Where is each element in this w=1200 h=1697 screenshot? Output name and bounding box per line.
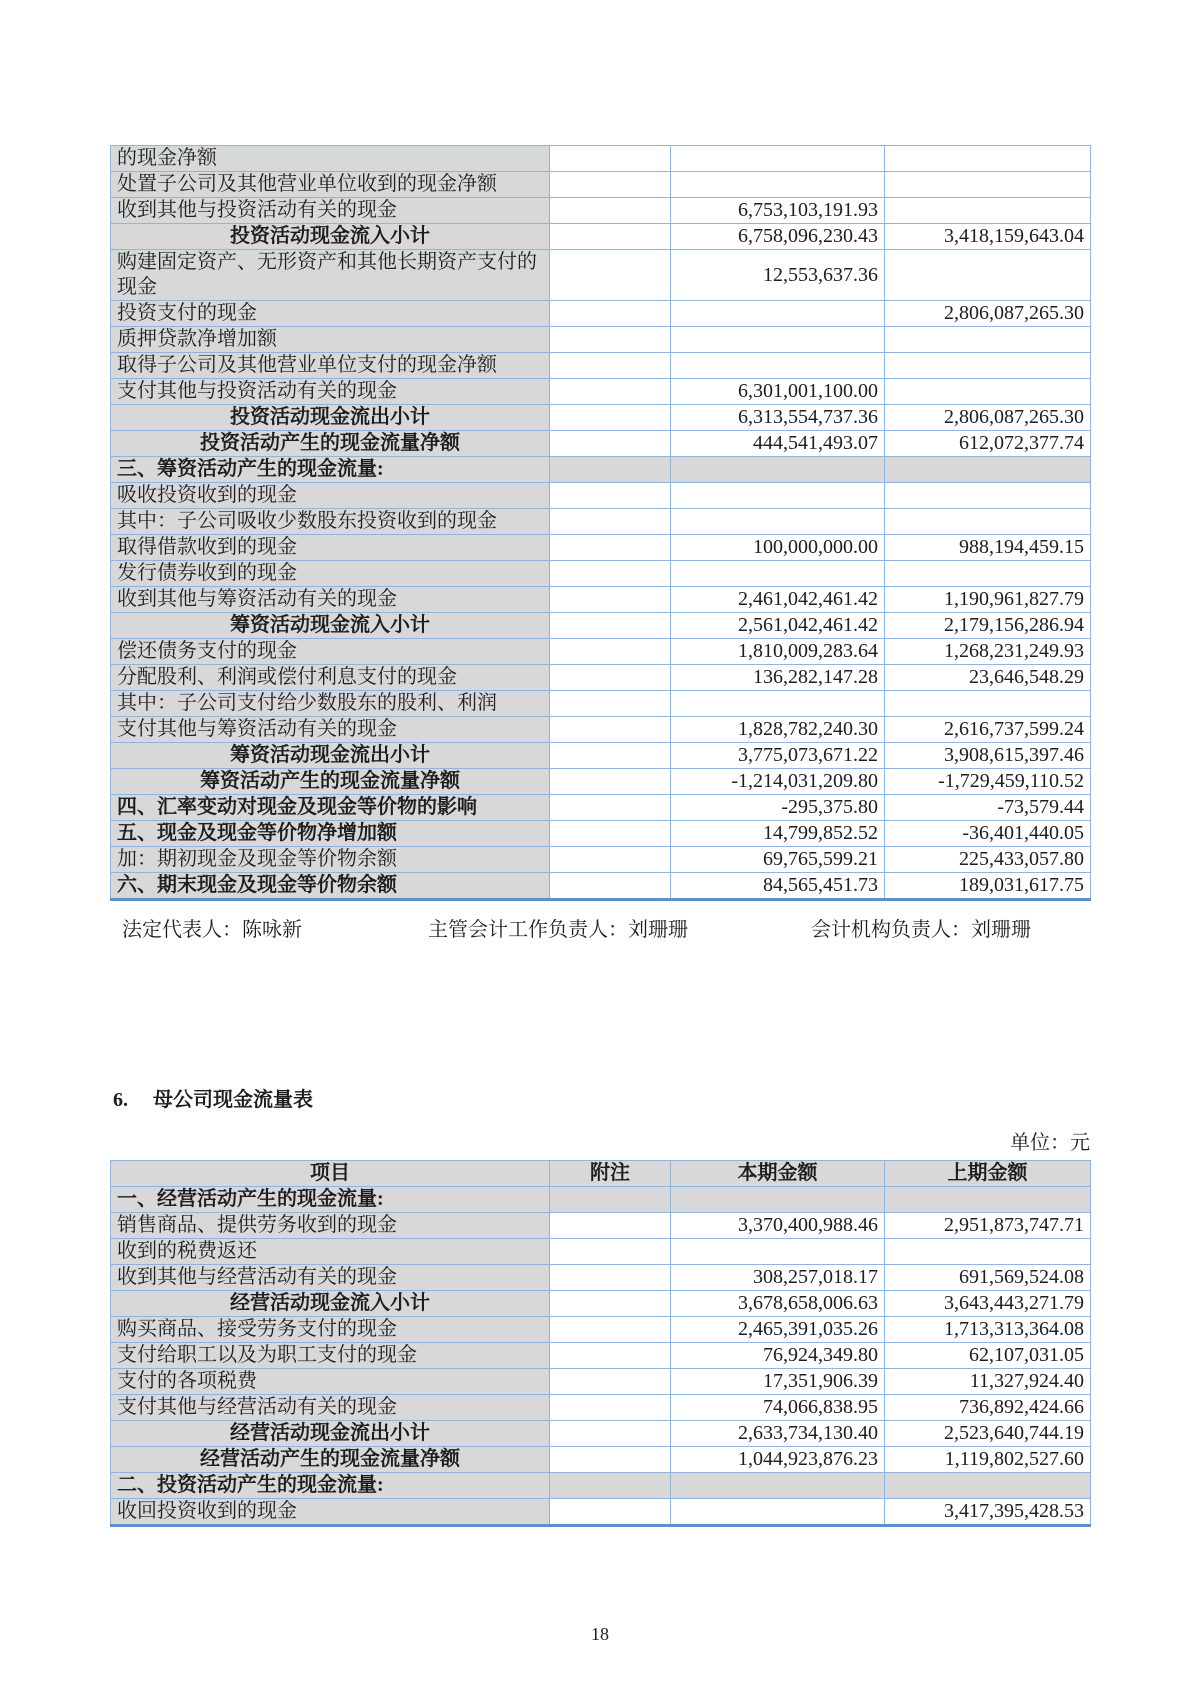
row-label-cell: 吸收投资收到的现金 — [111, 483, 550, 509]
row-label-cell: 销售商品、提供劳务收到的现金 — [111, 1213, 550, 1239]
note-cell — [550, 405, 671, 431]
current-period-amount-cell: 1,044,923,876.23 — [671, 1447, 885, 1473]
prior-period-amount-cell: 612,072,377.74 — [885, 431, 1091, 457]
note-cell — [550, 1369, 671, 1395]
table-row — [111, 613, 1091, 639]
note-cell — [550, 431, 671, 457]
current-period-amount-cell: -295,375.80 — [671, 795, 885, 821]
table-row — [111, 639, 1091, 665]
row-label-cell: 收到其他与投资活动有关的现金 — [111, 198, 550, 224]
prior-period-amount-cell: -1,729,459,110.52 — [885, 769, 1091, 795]
note-cell — [550, 250, 671, 301]
prior-period-amount-cell — [885, 1239, 1091, 1265]
table-row — [111, 821, 1091, 847]
current-period-amount-cell: 69,765,599.21 — [671, 847, 885, 873]
prior-period-amount-cell: -36,401,440.05 — [885, 821, 1091, 847]
note-cell — [550, 587, 671, 613]
table-row — [111, 1317, 1091, 1343]
row-label-cell: 五、现金及现金等价物净增加额 — [111, 821, 550, 847]
prior-period-amount-cell: 2,179,156,286.94 — [885, 613, 1091, 639]
note-cell — [550, 1187, 671, 1213]
table-row — [111, 769, 1091, 795]
prior-period-amount-cell: 691,569,524.08 — [885, 1265, 1091, 1291]
table-row — [111, 1447, 1091, 1473]
note-cell — [550, 172, 671, 198]
table-row — [111, 250, 1091, 301]
current-period-amount-cell — [671, 1499, 885, 1526]
table-row — [111, 1421, 1091, 1447]
note-cell — [550, 1239, 671, 1265]
row-label-cell: 购建固定资产、无形资产和其他长期资产支付的现金 — [111, 250, 550, 301]
prior-period-amount-cell: -73,579.44 — [885, 795, 1091, 821]
current-period-amount-cell — [671, 301, 885, 327]
row-label-cell: 经营活动现金流入小计 — [111, 1291, 550, 1317]
prior-period-amount-cell: 2,616,737,599.24 — [885, 717, 1091, 743]
note-cell — [550, 146, 671, 172]
row-label-cell: 分配股利、利润或偿付利息支付的现金 — [111, 665, 550, 691]
prior-period-amount-cell — [885, 250, 1091, 301]
row-label-cell: 筹资活动现金流出小计 — [111, 743, 550, 769]
note-cell — [550, 873, 671, 900]
prior-period-amount-cell: 3,908,615,397.46 — [885, 743, 1091, 769]
note-cell — [550, 1343, 671, 1369]
table-row — [111, 1395, 1091, 1421]
note-cell — [550, 1317, 671, 1343]
row-label-cell: 投资活动现金流入小计 — [111, 224, 550, 250]
column-header: 本期金额 — [671, 1161, 885, 1187]
table-row — [111, 327, 1091, 353]
note-cell — [550, 379, 671, 405]
table-row — [111, 353, 1091, 379]
note-cell — [550, 327, 671, 353]
row-label-cell: 投资活动产生的现金流量净额 — [111, 431, 550, 457]
prior-period-amount-cell — [885, 691, 1091, 717]
note-cell — [550, 1265, 671, 1291]
prior-period-amount-cell: 189,031,617.75 — [885, 873, 1091, 900]
row-label-cell: 的现金净额 — [111, 146, 550, 172]
row-label-cell: 筹资活动现金流入小计 — [111, 613, 550, 639]
note-cell — [550, 1447, 671, 1473]
current-period-amount-cell — [671, 509, 885, 535]
current-period-amount-cell — [671, 327, 885, 353]
note-cell — [550, 1499, 671, 1526]
prior-period-amount-cell — [885, 353, 1091, 379]
current-period-amount-cell: 308,257,018.17 — [671, 1265, 885, 1291]
table-row — [111, 509, 1091, 535]
row-label-cell: 购买商品、接受劳务支付的现金 — [111, 1317, 550, 1343]
table-row — [111, 1291, 1091, 1317]
row-label-cell: 筹资活动产生的现金流量净额 — [111, 769, 550, 795]
table-row — [111, 172, 1091, 198]
prior-period-amount-cell: 225,433,057.80 — [885, 847, 1091, 873]
prior-period-amount-cell: 3,418,159,643.04 — [885, 224, 1091, 250]
prior-period-amount-cell: 2,523,640,744.19 — [885, 1421, 1091, 1447]
note-cell — [550, 457, 671, 483]
prior-period-amount-cell — [885, 561, 1091, 587]
table-row — [111, 1239, 1091, 1265]
row-label-cell: 经营活动产生的现金流量净额 — [111, 1447, 550, 1473]
row-label-cell: 投资活动现金流出小计 — [111, 405, 550, 431]
row-label-cell: 支付的各项税费 — [111, 1369, 550, 1395]
note-cell — [550, 821, 671, 847]
prior-period-amount-cell: 11,327,924.40 — [885, 1369, 1091, 1395]
current-period-amount-cell: 76,924,349.80 — [671, 1343, 885, 1369]
row-label-cell: 一、经营活动产生的现金流量: — [111, 1187, 550, 1213]
row-label-cell: 加：期初现金及现金等价物余额 — [111, 847, 550, 873]
note-cell — [550, 1213, 671, 1239]
current-period-amount-cell: 84,565,451.73 — [671, 873, 885, 900]
current-period-amount-cell — [671, 457, 885, 483]
table-row — [111, 1265, 1091, 1291]
prior-period-amount-cell: 3,643,443,271.79 — [885, 1291, 1091, 1317]
unit-label: 单位：元 — [1010, 1132, 1090, 1154]
current-period-amount-cell — [671, 483, 885, 509]
note-cell — [550, 691, 671, 717]
note-cell — [550, 509, 671, 535]
row-label-cell: 取得子公司及其他营业单位支付的现金净额 — [111, 353, 550, 379]
table-row — [111, 717, 1091, 743]
note-cell — [550, 1291, 671, 1317]
current-period-amount-cell: 6,313,554,737.36 — [671, 405, 885, 431]
row-label-cell: 经营活动现金流出小计 — [111, 1421, 550, 1447]
row-label-cell: 支付给职工以及为职工支付的现金 — [111, 1343, 550, 1369]
prior-period-amount-cell: 3,417,395,428.53 — [885, 1499, 1091, 1526]
current-period-amount-cell: 2,561,042,461.42 — [671, 613, 885, 639]
note-cell — [550, 639, 671, 665]
row-label-cell: 其中：子公司吸收少数股东投资收到的现金 — [111, 509, 550, 535]
note-cell — [550, 198, 671, 224]
table-row — [111, 405, 1091, 431]
row-label-cell: 支付其他与筹资活动有关的现金 — [111, 717, 550, 743]
column-header: 附注 — [550, 1161, 671, 1187]
table-row — [111, 587, 1091, 613]
current-period-amount-cell — [671, 691, 885, 717]
row-label-cell: 取得借款收到的现金 — [111, 535, 550, 561]
current-period-amount-cell: 74,066,838.95 — [671, 1395, 885, 1421]
chief-accountant-label: 主管会计工作负责人：刘珊珊 — [428, 919, 688, 941]
row-label-cell: 其中：子公司支付给少数股东的股利、利润 — [111, 691, 550, 717]
section-title: 母公司现金流量表 — [153, 1089, 313, 1111]
current-period-amount-cell — [671, 172, 885, 198]
note-cell — [550, 561, 671, 587]
note-cell — [550, 1395, 671, 1421]
prior-period-amount-cell: 1,268,231,249.93 — [885, 639, 1091, 665]
table-row — [111, 1473, 1091, 1499]
prior-period-amount-cell: 988,194,459.15 — [885, 535, 1091, 561]
parent-company-cashflow-table — [110, 1160, 1091, 1527]
table-row — [111, 1499, 1091, 1526]
row-label-cell: 收到其他与筹资活动有关的现金 — [111, 587, 550, 613]
current-period-amount-cell: 2,633,734,130.40 — [671, 1421, 885, 1447]
table-row — [111, 1213, 1091, 1239]
current-period-amount-cell: 6,301,001,100.00 — [671, 379, 885, 405]
prior-period-amount-cell — [885, 1473, 1091, 1499]
row-label-cell: 偿还债务支付的现金 — [111, 639, 550, 665]
table-row — [111, 743, 1091, 769]
table-row — [111, 146, 1091, 172]
current-period-amount-cell — [671, 561, 885, 587]
current-period-amount-cell: 6,753,103,191.93 — [671, 198, 885, 224]
current-period-amount-cell: 6,758,096,230.43 — [671, 224, 885, 250]
prior-period-amount-cell — [885, 1187, 1091, 1213]
current-period-amount-cell: 1,810,009,283.64 — [671, 639, 885, 665]
current-period-amount-cell: 3,678,658,006.63 — [671, 1291, 885, 1317]
note-cell — [550, 613, 671, 639]
table-row — [111, 198, 1091, 224]
row-label-cell: 投资支付的现金 — [111, 301, 550, 327]
prior-period-amount-cell — [885, 457, 1091, 483]
note-cell — [550, 847, 671, 873]
current-period-amount-cell: 17,351,906.39 — [671, 1369, 885, 1395]
current-period-amount-cell — [671, 146, 885, 172]
prior-period-amount-cell: 2,806,087,265.30 — [885, 301, 1091, 327]
current-period-amount-cell — [671, 1473, 885, 1499]
note-cell — [550, 743, 671, 769]
current-period-amount-cell — [671, 1187, 885, 1213]
table-row — [111, 483, 1091, 509]
table-row — [111, 873, 1091, 900]
current-period-amount-cell: 444,541,493.07 — [671, 431, 885, 457]
current-period-amount-cell: 3,370,400,988.46 — [671, 1213, 885, 1239]
current-period-amount-cell: 2,461,042,461.42 — [671, 587, 885, 613]
prior-period-amount-cell: 2,806,087,265.30 — [885, 405, 1091, 431]
column-header: 上期金额 — [885, 1161, 1091, 1187]
row-label-cell: 收到的税费返还 — [111, 1239, 550, 1265]
note-cell — [550, 301, 671, 327]
table-row — [111, 691, 1091, 717]
table-row — [111, 457, 1091, 483]
row-label-cell: 发行债券收到的现金 — [111, 561, 550, 587]
prior-period-amount-cell: 62,107,031.05 — [885, 1343, 1091, 1369]
column-header: 项目 — [111, 1161, 550, 1187]
current-period-amount-cell: 12,553,637.36 — [671, 250, 885, 301]
table-row — [111, 379, 1091, 405]
row-label-cell: 收回投资收到的现金 — [111, 1499, 550, 1526]
table-row — [111, 535, 1091, 561]
table-row — [111, 795, 1091, 821]
prior-period-amount-cell: 1,713,313,364.08 — [885, 1317, 1091, 1343]
note-cell — [550, 353, 671, 379]
note-cell — [550, 717, 671, 743]
row-label-cell: 处置子公司及其他营业单位收到的现金净额 — [111, 172, 550, 198]
prior-period-amount-cell — [885, 483, 1091, 509]
row-label-cell: 支付其他与投资活动有关的现金 — [111, 379, 550, 405]
row-label-cell: 四、汇率变动对现金及现金等价物的影响 — [111, 795, 550, 821]
current-period-amount-cell: 2,465,391,035.26 — [671, 1317, 885, 1343]
page-number: 18 — [591, 1624, 609, 1644]
table-row — [111, 665, 1091, 691]
table-row — [111, 1369, 1091, 1395]
signature-line — [110, 913, 1090, 939]
note-cell — [550, 224, 671, 250]
current-period-amount-cell: 3,775,073,671.22 — [671, 743, 885, 769]
prior-period-amount-cell — [885, 327, 1091, 353]
table-row — [111, 561, 1091, 587]
row-label-cell: 三、筹资活动产生的现金流量: — [111, 457, 550, 483]
current-period-amount-cell: 14,799,852.52 — [671, 821, 885, 847]
table-row — [111, 301, 1091, 327]
current-period-amount-cell: -1,214,031,209.80 — [671, 769, 885, 795]
prior-period-amount-cell: 1,190,961,827.79 — [885, 587, 1091, 613]
prior-period-amount-cell — [885, 172, 1091, 198]
row-label-cell: 二、投资活动产生的现金流量: — [111, 1473, 550, 1499]
current-period-amount-cell: 136,282,147.28 — [671, 665, 885, 691]
table-row — [111, 1343, 1091, 1369]
note-cell — [550, 535, 671, 561]
legal-representative-label: 法定代表人：陈咏新 — [122, 919, 302, 941]
row-label-cell: 收到其他与经营活动有关的现金 — [111, 1265, 550, 1291]
table-row — [111, 847, 1091, 873]
note-cell — [550, 665, 671, 691]
note-cell — [550, 483, 671, 509]
note-cell — [550, 1473, 671, 1499]
prior-period-amount-cell — [885, 509, 1091, 535]
prior-period-amount-cell — [885, 146, 1091, 172]
current-period-amount-cell: 1,828,782,240.30 — [671, 717, 885, 743]
current-period-amount-cell — [671, 353, 885, 379]
row-label-cell: 六、期末现金及现金等价物余额 — [111, 873, 550, 900]
consolidated-cashflow-table-continued — [110, 145, 1091, 901]
prior-period-amount-cell: 2,951,873,747.71 — [885, 1213, 1091, 1239]
row-label-cell: 质押贷款净增加额 — [111, 327, 550, 353]
current-period-amount-cell: 100,000,000.00 — [671, 535, 885, 561]
row-label-cell: 支付其他与经营活动有关的现金 — [111, 1395, 550, 1421]
note-cell — [550, 769, 671, 795]
accounting-head-label: 会计机构负责人：刘珊珊 — [811, 919, 1031, 941]
table-row — [111, 224, 1091, 250]
current-period-amount-cell — [671, 1239, 885, 1265]
table-header-row — [111, 1161, 1091, 1187]
section-number: 6. — [113, 1089, 128, 1111]
prior-period-amount-cell: 23,646,548.29 — [885, 665, 1091, 691]
note-cell — [550, 1421, 671, 1447]
section-heading — [113, 1083, 1200, 1112]
prior-period-amount-cell — [885, 379, 1091, 405]
prior-period-amount-cell: 1,119,802,527.60 — [885, 1447, 1091, 1473]
prior-period-amount-cell — [885, 198, 1091, 224]
prior-period-amount-cell: 736,892,424.66 — [885, 1395, 1091, 1421]
table-row — [111, 431, 1091, 457]
table-row — [111, 1187, 1091, 1213]
note-cell — [550, 795, 671, 821]
